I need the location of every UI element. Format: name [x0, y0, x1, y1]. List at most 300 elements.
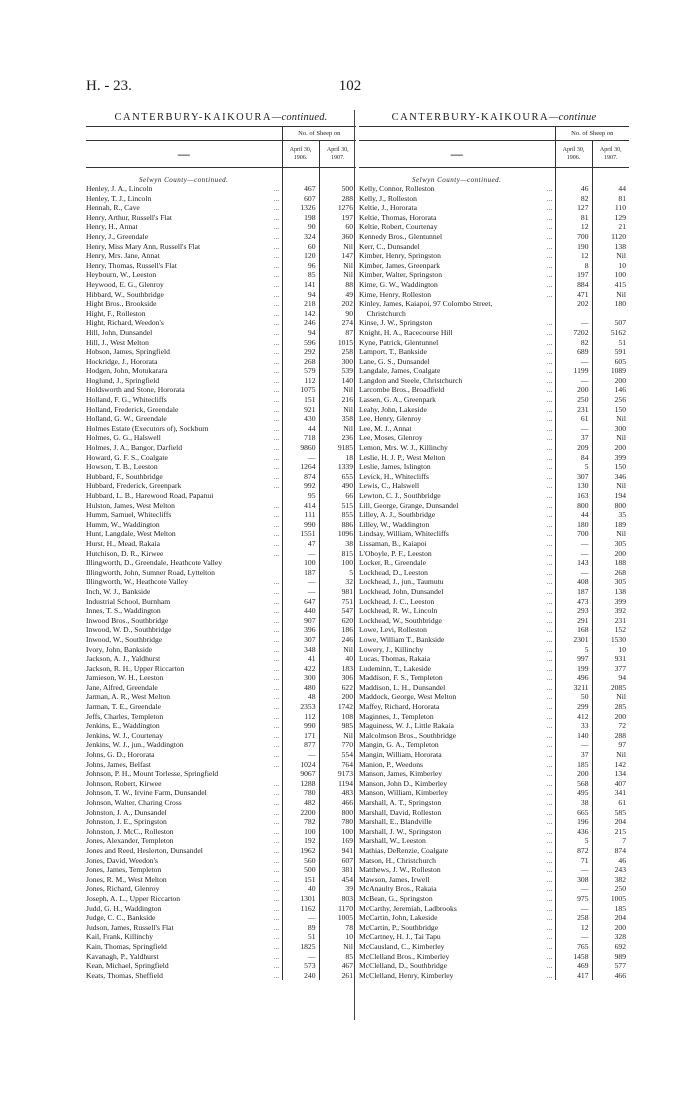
sheep-count-1907: 87 — [319, 328, 356, 338]
table-row — [86, 616, 356, 626]
leader-dots: ... — [546, 644, 553, 654]
sheep-count-1907 — [592, 309, 629, 319]
table-row — [359, 280, 629, 290]
sheep-count-1907: 346 — [592, 472, 629, 482]
table-row — [359, 942, 629, 952]
leader-dots: ... — [273, 193, 280, 203]
leader-dots: ... — [273, 922, 280, 932]
sheep-count-1907: 202 — [319, 299, 356, 309]
table-row — [359, 808, 629, 818]
left-column — [86, 110, 356, 980]
sheep-count-1907: 88 — [319, 280, 356, 290]
holder-name: ... Jones, James, Templeton — [86, 865, 280, 875]
table-row — [86, 597, 356, 607]
table-row — [359, 510, 629, 520]
leader-dots: ... — [546, 452, 553, 462]
sheep-count-1907: 169 — [319, 836, 356, 846]
holder-name: ... Lockhead, John, Dunsandel — [359, 586, 553, 596]
holder-name: ... Lockhead, J., jun., Taumutu — [359, 577, 553, 587]
holder-name: ... Lassen, G. A., Greenpark — [359, 395, 553, 405]
holder-name: ... Lockhead, R. W., Lincoln — [359, 606, 553, 616]
leader-dots: ... — [273, 327, 280, 337]
leader-dots: ... — [546, 395, 553, 405]
table-row — [86, 884, 356, 894]
holder-name: ... Lee, Moses, Glenroy — [359, 433, 553, 443]
table-row — [86, 740, 356, 750]
sheep-count-1906: 992 — [282, 481, 319, 491]
table-row — [359, 405, 629, 415]
holder-name: ... Industrial School, Burnham — [86, 596, 280, 606]
sheep-count-1906: — — [282, 750, 319, 760]
sheep-count-1907: 243 — [592, 865, 629, 875]
sheep-count-1907: 200 — [592, 712, 629, 722]
table-row — [359, 932, 629, 942]
page-number: 102 — [338, 78, 362, 94]
sheep-count-1907: 306 — [319, 673, 356, 683]
leader-dots: ... — [273, 951, 280, 961]
leader-dots: ... — [546, 491, 553, 500]
table-row — [86, 894, 356, 904]
sheep-count-1907: 258 — [319, 347, 356, 357]
sheep-count-1906: 307 — [555, 472, 592, 482]
sheep-count-1907: 507 — [592, 318, 629, 328]
sheep-count-1907: 377 — [592, 664, 629, 674]
holder-name: ... Hubbard, F., Southbridge — [86, 471, 280, 481]
sheep-count-1906: 171 — [282, 731, 319, 741]
holder-name: ... Marshall, W., Leeston — [359, 836, 553, 846]
leader-dots: ... — [546, 558, 553, 568]
sheep-count-1906: 246 — [282, 318, 319, 328]
sheep-count-1906: 1301 — [282, 894, 319, 904]
sheep-count-1906: 473 — [555, 597, 592, 607]
sheep-count-1906: 127 — [555, 203, 592, 213]
table-row — [86, 385, 356, 395]
holder-name: ... Howson, T. B., Leeston — [86, 462, 280, 472]
sheep-count-1907: 577 — [592, 961, 629, 971]
leader-dots: ... — [273, 510, 280, 520]
holder-name: ... Levick, H., Whitecliffs — [359, 471, 553, 481]
holder-name: ... Hennah, R., Cave — [86, 203, 280, 213]
table-row — [86, 347, 356, 357]
sheep-count-1906: 60 — [282, 242, 319, 252]
table-row — [86, 971, 356, 981]
sheep-count-1907: 981 — [319, 587, 356, 597]
sheep-count-1907: 44 — [592, 184, 629, 194]
holder-name: ... Kimber, Henry, Springston — [359, 251, 553, 261]
sheep-count-1906: 874 — [282, 472, 319, 482]
right-group-header: No. of Sheep on — [555, 127, 629, 141]
sheep-count-1907: Nil — [319, 270, 356, 280]
sheep-count-1907: 1096 — [319, 529, 356, 539]
holder-name: ... Matson, H., Christchurch — [359, 855, 553, 865]
leader-dots: ... — [273, 826, 280, 836]
holder-name: ... Kime, G. W., Waddington — [359, 279, 553, 289]
holder-name: ... Lilley, W., Waddington — [359, 519, 553, 529]
sheep-count-1906: 82 — [555, 338, 592, 348]
sheep-count-1906: — — [555, 865, 592, 875]
sheep-count-1906: 396 — [282, 625, 319, 635]
holder-name: ... Hibbard, W., Southbridge — [86, 289, 280, 299]
leader-dots: ... — [546, 567, 553, 577]
leader-dots: ... — [273, 807, 280, 817]
leader-dots: ... — [546, 615, 553, 625]
leader-dots: ... — [273, 644, 280, 654]
table-row — [86, 932, 356, 942]
holder-name: ... Lissaman, B., Kaiapoi — [359, 538, 553, 548]
holder-name: ... Kinse, J. W., Springston — [359, 318, 553, 328]
sheep-count-1907: 305 — [592, 577, 629, 587]
sheep-count-1906: 700 — [555, 232, 592, 242]
sheep-count-1907: 35 — [592, 510, 629, 520]
table-row — [359, 625, 629, 635]
leader-dots: ... — [273, 903, 280, 913]
sheep-count-1906: 81 — [555, 213, 592, 223]
sheep-count-1906: 37 — [555, 750, 592, 760]
table-row — [359, 539, 629, 549]
holder-name: ... Henley, J. A., Lincoln — [86, 184, 280, 193]
table-row — [359, 913, 629, 923]
holder-name: ... Manson, James, Kimberley — [359, 769, 553, 779]
sheep-count-1906: 568 — [555, 779, 592, 789]
sheep-count-1906: 471 — [555, 290, 592, 300]
sheep-count-1907: Nil — [319, 242, 356, 252]
leader-dots: ... — [546, 231, 553, 241]
holder-name: ... Henry, Miss Mary Ann, Russell's Flat — [86, 241, 280, 251]
table-row — [86, 558, 356, 568]
leader-dots: ... — [273, 184, 280, 193]
sheep-count-1906: 800 — [555, 501, 592, 511]
table-row — [359, 251, 629, 261]
sheep-count-1907: 60 — [319, 222, 356, 232]
sheep-count-1906: 324 — [282, 232, 319, 242]
holder-name: ... Maginnes, J., Templeton — [359, 711, 553, 721]
table-row — [359, 549, 629, 559]
sheep-count-1907: 985 — [319, 721, 356, 731]
sheep-count-1907: 246 — [319, 635, 356, 645]
leader-dots: ... — [546, 203, 553, 213]
sheep-count-1906: 12 — [555, 222, 592, 232]
sheep-count-1907: 146 — [592, 385, 629, 395]
sheep-count-1907: 1005 — [592, 894, 629, 904]
sheep-count-1906: 596 — [282, 338, 319, 348]
table-row — [359, 184, 629, 194]
sheep-count-1907: 751 — [319, 597, 356, 607]
holder-name: ... Kimber, Walter, Springston — [359, 270, 553, 280]
sheep-count-1907: 467 — [319, 961, 356, 971]
table-row — [86, 769, 356, 779]
sheep-count-1907: 692 — [592, 942, 629, 952]
sheep-count-1907: 305 — [592, 539, 629, 549]
leader-dots: ... — [273, 586, 280, 596]
leader-dots: ... — [273, 337, 280, 347]
leader-dots: ... — [546, 759, 553, 769]
holder-name: ... Lane, G. S., Dunsandel — [359, 356, 553, 366]
holder-name: ... Lowe, Levi, Rolleston — [359, 625, 553, 635]
leader-dots: ... — [546, 788, 553, 798]
left-name-header: — — [86, 141, 282, 168]
sheep-count-1907: 5162 — [592, 328, 629, 338]
holder-name: ... Maddison, F. S., Templeton — [359, 673, 553, 683]
sheep-count-1906: 884 — [555, 280, 592, 290]
holder-name: ... Judge, C. C., Bankside — [86, 913, 280, 923]
sheep-count-1906: 185 — [555, 760, 592, 770]
sheep-count-1907: 150 — [592, 405, 629, 415]
table-row — [359, 270, 629, 280]
sheep-count-1906: 414 — [282, 501, 319, 511]
leader-dots: ... — [273, 203, 280, 213]
leader-dots: ... — [546, 500, 553, 510]
holder-name: ... Lewton, C. J., Southbridge — [359, 491, 553, 500]
holder-name: ... McCartney, H. J., Tai Tapu — [359, 932, 553, 942]
sheep-count-1907: 1742 — [319, 702, 356, 712]
holder-name: ... McBean, G., Springston — [359, 893, 553, 903]
holder-name: ... Hockridge, J., Hororata — [86, 356, 280, 366]
table-row — [86, 875, 356, 885]
sheep-count-1906: 37 — [555, 433, 592, 443]
sheep-count-1906: 85 — [282, 270, 319, 280]
holder-name: ... McAnaulty Bros., Rakaia — [359, 884, 553, 894]
sheep-count-1906: — — [555, 318, 592, 328]
table-row — [359, 760, 629, 770]
sheep-count-1907: Nil — [592, 414, 629, 424]
sheep-count-1907: 360 — [319, 232, 356, 242]
sheep-count-1906: 198 — [282, 213, 319, 223]
sheep-count-1906: 5 — [555, 462, 592, 472]
leader-dots: ... — [273, 711, 280, 721]
table-row — [359, 529, 629, 539]
sheep-count-1906: 111 — [282, 510, 319, 520]
right-rows — [359, 184, 629, 980]
sheep-count-1906: 7202 — [555, 328, 592, 338]
sheep-count-1907: 78 — [319, 923, 356, 933]
holder-name: ... Inch, W. J., Bankside — [86, 586, 280, 596]
table-row — [86, 683, 356, 693]
leader-dots: ... — [546, 251, 553, 261]
table-row — [359, 222, 629, 232]
table-row — [86, 779, 356, 789]
table-row — [359, 702, 629, 712]
sheep-count-1906: 95 — [282, 491, 319, 501]
table-row — [359, 597, 629, 607]
sheep-count-1906: 50 — [555, 692, 592, 702]
table-row — [359, 654, 629, 664]
sheep-count-1906: — — [282, 453, 319, 463]
sheep-count-1906: 3211 — [555, 683, 592, 693]
table-row — [359, 587, 629, 597]
sheep-count-1907: 204 — [592, 913, 629, 923]
leader-dots: ... — [273, 433, 280, 443]
holder-name: ... Holland, G. W., Greendale — [86, 414, 280, 424]
table-row — [86, 654, 356, 664]
leader-dots: ... — [546, 404, 553, 414]
holder-name: ... Locker, R., Greendale — [359, 558, 553, 568]
sheep-count-1906: 89 — [282, 923, 319, 933]
holder-name: ... Jones, Alexander, Templeton — [86, 836, 280, 846]
sheep-count-1907: 1339 — [319, 462, 356, 472]
table-row — [86, 510, 356, 520]
leader-dots: ... — [273, 289, 280, 299]
table-row — [86, 357, 356, 367]
sheep-count-1907: 300 — [319, 357, 356, 367]
leader-dots: ... — [546, 625, 553, 635]
sheep-count-1907: 236 — [319, 433, 356, 443]
sheep-count-1906: 94 — [282, 328, 319, 338]
holder-name: ... Johnson, T. W., Irvine Farm, Dunsandel — [86, 788, 280, 798]
leader-dots: ... — [546, 318, 553, 328]
table-row — [86, 587, 356, 597]
sheep-count-1906: 480 — [282, 683, 319, 693]
sheep-count-1906: — — [555, 740, 592, 750]
sheep-count-1907: 21 — [592, 222, 629, 232]
sheep-count-1907: 204 — [592, 817, 629, 827]
table-row — [86, 673, 356, 683]
holder-name: ... Johnston, J. A., Dunsandel — [86, 807, 280, 817]
holder-name: ... Lee, M. J., Annat — [359, 423, 553, 433]
holder-name: ... Johns, G. D., Hororata — [86, 750, 280, 760]
sheep-count-1907: 399 — [592, 597, 629, 607]
sheep-count-1906: — — [555, 424, 592, 434]
table-row — [359, 338, 629, 348]
sheep-count-1906: 9860 — [282, 443, 319, 453]
leader-dots: ... — [546, 510, 553, 520]
holder-name: ... Leahy, John, Lakeside — [359, 404, 553, 414]
sheep-count-1906: 258 — [555, 913, 592, 923]
table-row — [359, 424, 629, 434]
sheep-count-1906: 990 — [282, 520, 319, 530]
table-row — [86, 203, 356, 213]
holder-name: ... Manson, John D., Kimberley — [359, 778, 553, 788]
leader-dots: ... — [546, 961, 553, 971]
sheep-count-1906: 2353 — [282, 702, 319, 712]
table-row — [86, 280, 356, 290]
table-row — [86, 366, 356, 376]
sheep-count-1906: — — [555, 549, 592, 559]
leader-dots: ... — [546, 538, 553, 548]
sheep-count-1907: 188 — [592, 558, 629, 568]
table-row — [86, 606, 356, 616]
right-column — [359, 110, 629, 980]
leader-dots: ... — [273, 692, 280, 702]
sheep-count-1907: 300 — [592, 424, 629, 434]
sheep-count-1907: 655 — [319, 472, 356, 482]
leader-dots: ... — [273, 625, 280, 635]
holder-name: ... Kelly, Connor, Rolleston — [359, 184, 553, 193]
right-name-header: — — [359, 141, 555, 168]
leader-dots: ... — [273, 855, 280, 865]
holder-name: ... Illingworth, W., Heathcote Valley — [86, 577, 280, 587]
leader-dots: ... — [273, 941, 280, 951]
sheep-count-1907: 72 — [592, 721, 629, 731]
sheep-count-1907: 770 — [319, 740, 356, 750]
table-row — [359, 453, 629, 463]
table-row — [359, 606, 629, 616]
holder-name: ... Knight, H. A., Racecourse Hill — [359, 327, 553, 337]
sheep-count-1907: 129 — [592, 213, 629, 223]
sheep-count-1907: 100 — [319, 827, 356, 837]
sheep-count-1906: 40 — [282, 884, 319, 894]
sheep-count-1907: 764 — [319, 760, 356, 770]
holder-name: ... Johnston, J. E., Springston — [86, 817, 280, 827]
leader-dots: ... — [546, 702, 553, 712]
sheep-count-1906: 197 — [555, 270, 592, 280]
sheep-count-1907: 1276 — [319, 203, 356, 213]
table-row — [359, 501, 629, 511]
sheep-count-1906: 180 — [555, 520, 592, 530]
sheep-count-1907: 288 — [592, 731, 629, 741]
leader-dots: ... — [273, 452, 280, 462]
holder-name: ... Johnston, J. McC., Rolleston — [86, 826, 280, 836]
holder-name: ... McClelland Bros., Kimberley — [359, 951, 553, 961]
sheep-count-1907: 32 — [319, 577, 356, 587]
sheep-count-1907: 607 — [319, 856, 356, 866]
leader-dots: ... — [273, 788, 280, 798]
sheep-count-1907: 622 — [319, 683, 356, 693]
sheep-count-1906: 308 — [555, 875, 592, 885]
sheep-count-1907: 466 — [592, 971, 629, 981]
leader-dots: ... — [273, 682, 280, 692]
holder-name: ... Holmes, G. G., Halswell — [86, 433, 280, 443]
sheep-count-1906: 975 — [555, 894, 592, 904]
leader-dots: ... — [546, 337, 553, 347]
holder-name: ... Kime, Henry, Rolleston — [359, 289, 553, 299]
table-row — [86, 664, 356, 674]
table-row — [359, 290, 629, 300]
sheep-count-1907: 39 — [319, 884, 356, 894]
page-label: H. - 23. — [86, 78, 132, 94]
leader-dots: ... — [546, 279, 553, 289]
sheep-count-1906: 2301 — [555, 635, 592, 645]
leader-dots: ... — [273, 308, 280, 318]
leader-dots: ... — [273, 231, 280, 241]
leader-dots: ... — [273, 529, 280, 539]
sheep-count-1906: 143 — [555, 558, 592, 568]
leader-dots: ... — [546, 817, 553, 827]
sheep-count-1906: 907 — [282, 616, 319, 626]
sheep-count-1907: 18 — [319, 453, 356, 463]
holder-name: ... Maguiness, W. J., Little Rakaia — [359, 721, 553, 731]
holder-name: ... Mangin, G. A., Templeton — [359, 740, 553, 750]
sheep-count-1906: 90 — [282, 222, 319, 232]
holder-name: ... Marshall, A. T., Springston — [359, 798, 553, 807]
sheep-count-1907: 5 — [319, 568, 356, 578]
holder-name: ... Kyne, Patrick, Glentunnel — [359, 337, 553, 347]
leader-dots: ... — [273, 279, 280, 289]
left-sheep-table — [86, 126, 356, 980]
table-row — [86, 942, 356, 952]
sheep-count-1907: 10 — [592, 645, 629, 655]
holder-name: ... Kelly, J., Rolleston — [359, 193, 553, 203]
holder-name: ... Lewis, C., Halswell — [359, 481, 553, 491]
leader-dots: ... — [273, 730, 280, 740]
sheep-count-1907: 10 — [319, 932, 356, 942]
holder-name: ... McCartin, P., Southbridge — [359, 922, 553, 932]
table-row — [86, 453, 356, 463]
holder-name: ... Kail, Frank, Killinchy — [86, 932, 280, 942]
holder-name: ... Lockhead, W., Southbridge — [359, 615, 553, 625]
table-row — [359, 817, 629, 827]
leader-dots: ... — [546, 951, 553, 961]
sheep-count-1906: 48 — [282, 692, 319, 702]
table-row — [86, 338, 356, 348]
right-sheep-table — [359, 126, 629, 980]
sheep-count-1906: 877 — [282, 740, 319, 750]
sheep-count-1907: 855 — [319, 510, 356, 520]
holder-name: ... Keltie, Robert, Courtenay — [359, 222, 553, 232]
sheep-count-1906: 647 — [282, 597, 319, 607]
holder-name: ... Hobson, James, Springfield — [86, 347, 280, 357]
holder-name: ... Jarman, A. R., West Melton — [86, 692, 280, 702]
sheep-count-1906: — — [555, 357, 592, 367]
